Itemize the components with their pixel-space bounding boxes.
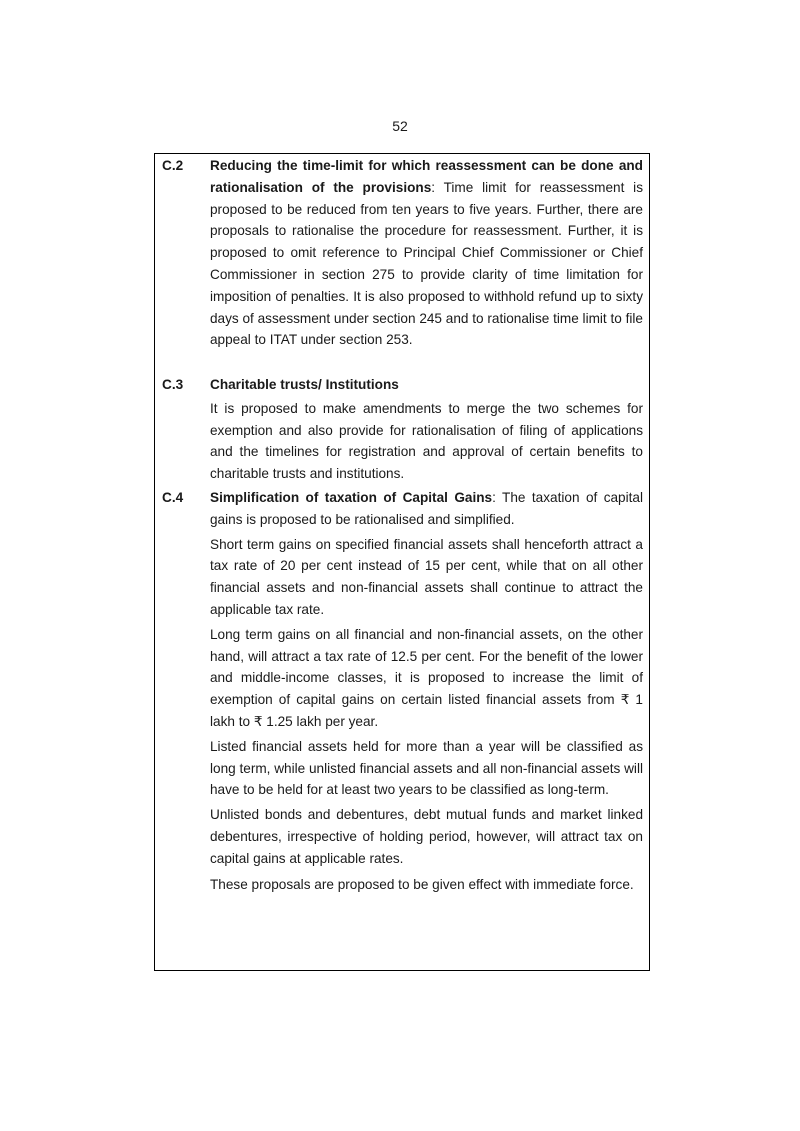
section-paragraph: Listed financial assets held for more than a year will be classified as long term, while unlisted financial assets and all non-financial assets will have to be held for at least two years to be classified as long-term. [210, 738, 643, 798]
section-heading: Simplification of taxation of Capital Gains [210, 490, 493, 505]
section-number: C.2 [162, 158, 184, 173]
section-heading: Charitable trusts/ Institutions [210, 377, 399, 392]
section-paragraph: Long term gains on all financial and non-financial assets, on the other hand, will attract a tax rate of 12.5 per cent. For the benefit of the lower and middle-income classes, it is proposed to increase the limit of exemption of capital gains on certain listed financial assets from ₹ 1 lakh to ₹ 1.25 lakh per year. [210, 626, 643, 729]
section-body [210, 487, 643, 897]
section-text: : Time limit for reassessment is proposed to be reduced from ten years to five years. Further, there are proposals to rationalise the procedure for reassessment. Further, it is proposed to omit reference to Principal Chief Commissioner or Chief Commissioner in section 275 to provide clarity of time limitation for imposition of penalties. It is also proposed to withhold refund up to sixty days of assessment under section 245 and to rationalise time limit to file appeal to ITAT under section 253. [210, 179, 643, 348]
section-heading: Reducing the time-limit for which reassessment can be done and rationalisation of the provisions [210, 158, 643, 195]
section-body [210, 155, 643, 351]
section-number: C.4 [162, 490, 184, 505]
section-body [210, 374, 643, 485]
section-heading-line [210, 374, 643, 396]
section-paragraph: It is proposed to make amendments to merge the two schemes for exemption and also provide for rationalisation of filing of applications and the timelines for registration and approval of certain benefits to charitable trusts and institutions. [210, 400, 643, 482]
section-paragraph [210, 487, 643, 531]
section-number: C.3 [162, 377, 184, 392]
page-number: 52 [392, 118, 408, 134]
content-box [154, 153, 650, 971]
section-text: : The taxation of capital gains is proposed to be rationalised and simplified. [210, 490, 643, 527]
section-paragraph: These proposals are proposed to be given effect with immediate force. [210, 876, 634, 892]
section-paragraph [210, 155, 643, 351]
section-paragraph: Short term gains on specified financial assets shall henceforth attract a tax rate of 20 per cent instead of 15 per cent, while that on all other financial assets and non-financial assets shall continue to attract the applicable tax rate. [210, 536, 643, 617]
section-paragraph: Unlisted bonds and debentures, debt mutual funds and market linked debentures, irrespective of holding period, however, will attract tax on capital gains at applicable rates. [210, 807, 643, 866]
